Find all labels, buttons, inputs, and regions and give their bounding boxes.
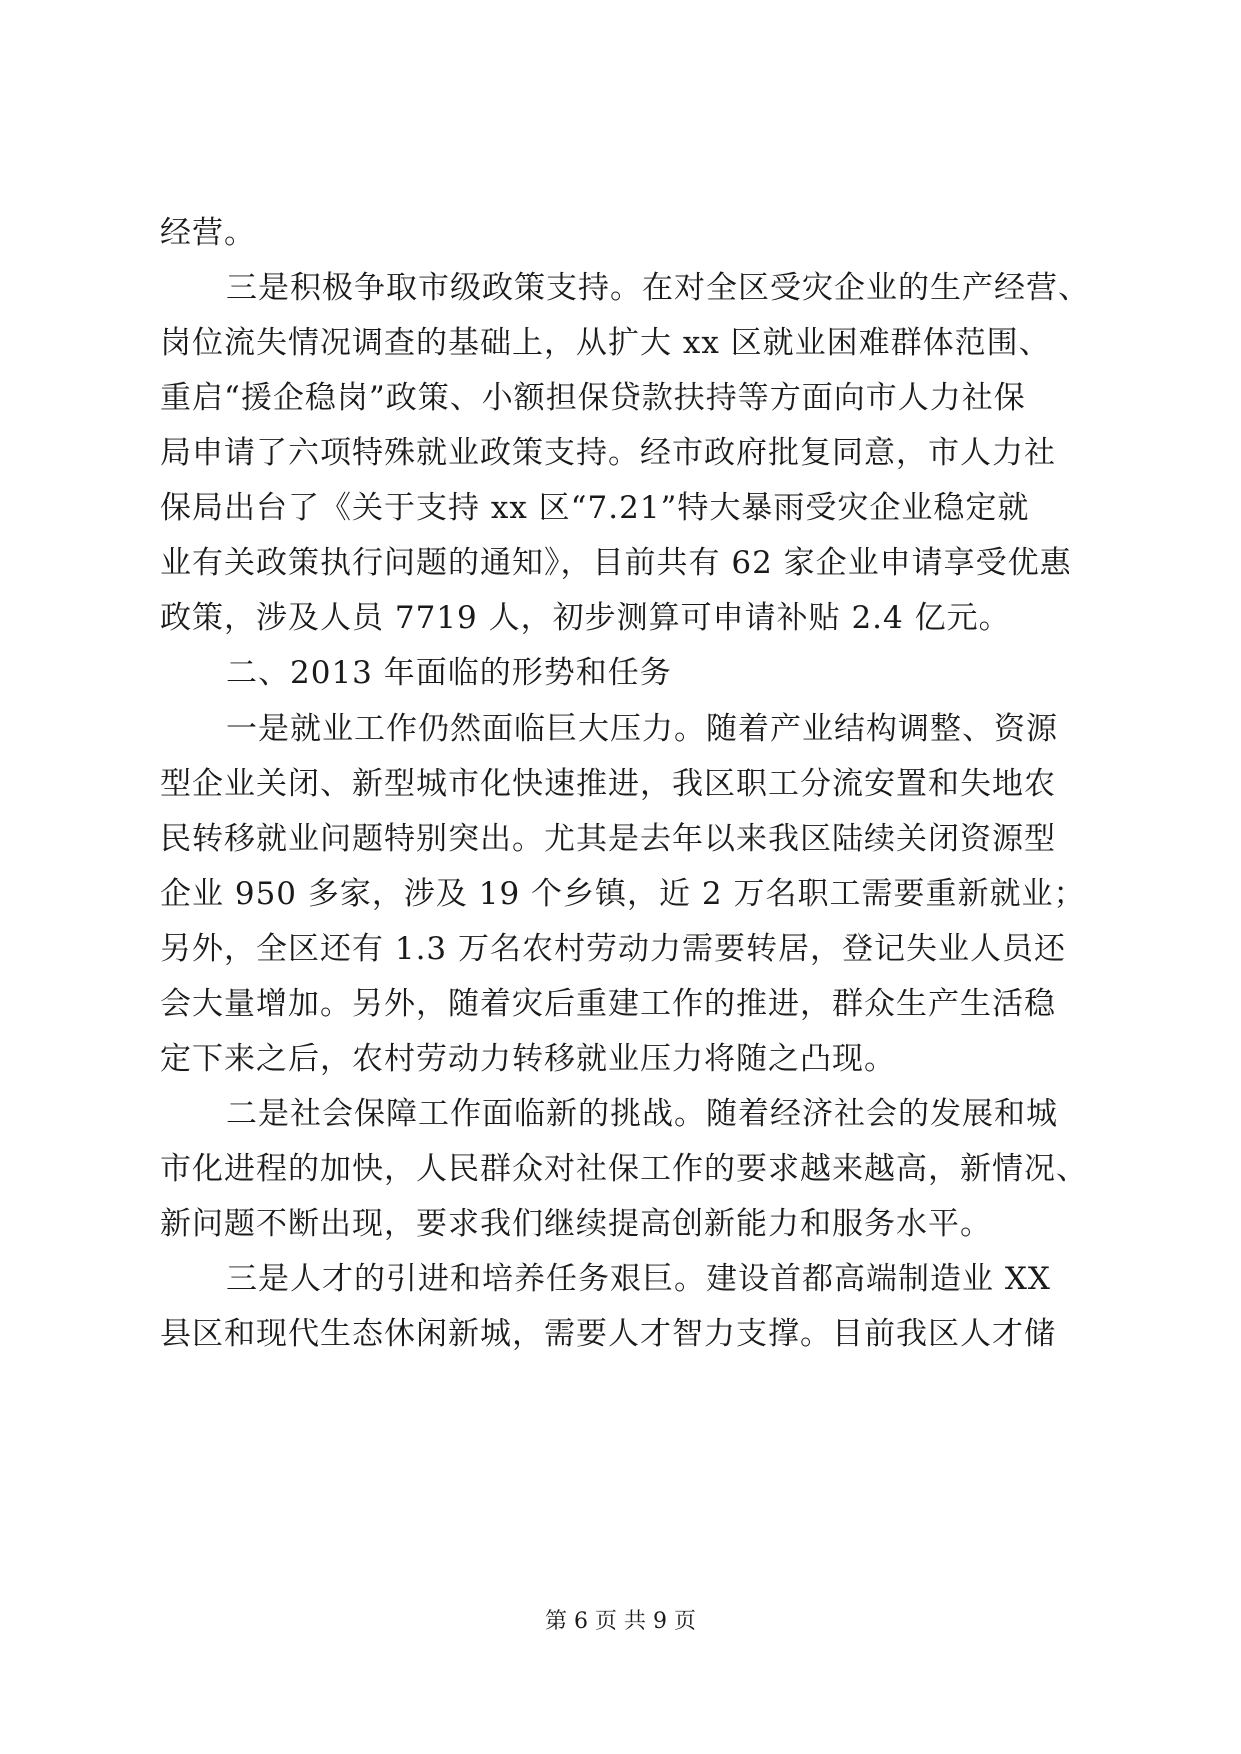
paragraph-start: 一是就业工作仍然面临巨大压力。随着产业结构调整、资源 xyxy=(226,711,1058,747)
section-heading: 二、2013 年面临的形势和任务 xyxy=(226,655,672,691)
text-line: 局申请了六项特殊就业政策支持。经市政府批复同意，市人力社 xyxy=(160,435,1056,471)
text-line: 会大量增加。另外，随着灾后重建工作的推进，群众生产生活稳 xyxy=(160,986,1056,1022)
page-footer: 第 6 页 共 9 页 xyxy=(545,1609,696,1634)
text-line: 民转移就业问题特别突出。尤其是去年以来我区陆续关闭资源型 xyxy=(160,821,1056,857)
text-line: 重启“援企稳岗”政策、小额担保贷款扶持等方面向市人力社保 xyxy=(160,380,1026,416)
text-line: 型企业关闭、新型城市化快速推进，我区职工分流安置和失地农 xyxy=(160,766,1056,802)
paragraph-start: 二是社会保障工作面临新的挑战。随着经济社会的发展和城 xyxy=(226,1096,1058,1132)
text-line: 另外，全区还有 1.3 万名农村劳动力需要转居，登记失业人员还 xyxy=(160,931,1067,967)
text-line: 业有关政策执行问题的通知》，目前共有 62 家企业申请享受优惠 xyxy=(160,545,1072,581)
text-line: 定下来之后，农村劳动力转移就业压力将随之凸现。 xyxy=(160,1041,896,1077)
text-line: 经营。 xyxy=(160,215,256,251)
paragraph-start: 三是人才的引进和培养任务艰巨。建设首都高端制造业 XX xyxy=(226,1261,1051,1297)
paragraph-start: 三是积极争取市级政策支持。在对全区受灾企业的生产经营、 xyxy=(226,270,1090,306)
text-line: 新问题不断出现，要求我们继续提高创新能力和服务水平。 xyxy=(160,1206,992,1242)
text-line: 政策，涉及人员 7719 人，初步测算可申请补贴 2.4 亿元。 xyxy=(160,600,1011,636)
text-line: 保局出台了《关于支持 xx 区“7.21”特大暴雨受灾企业稳定就 xyxy=(160,490,1030,526)
text-line: 岗位流失情况调查的基础上，从扩大 xx 区就业困难群体范围、 xyxy=(160,325,1051,361)
text-line: 市化进程的加快，人民群众对社保工作的要求越来越高，新情况、 xyxy=(160,1151,1088,1187)
text-line: 企业 950 多家，涉及 19 个乡镇，近 2 万名职工需要重新就业； xyxy=(160,876,1086,912)
text-line: 县区和现代生态休闲新城，需要人才智力支撑。目前我区人才储 xyxy=(160,1316,1056,1352)
